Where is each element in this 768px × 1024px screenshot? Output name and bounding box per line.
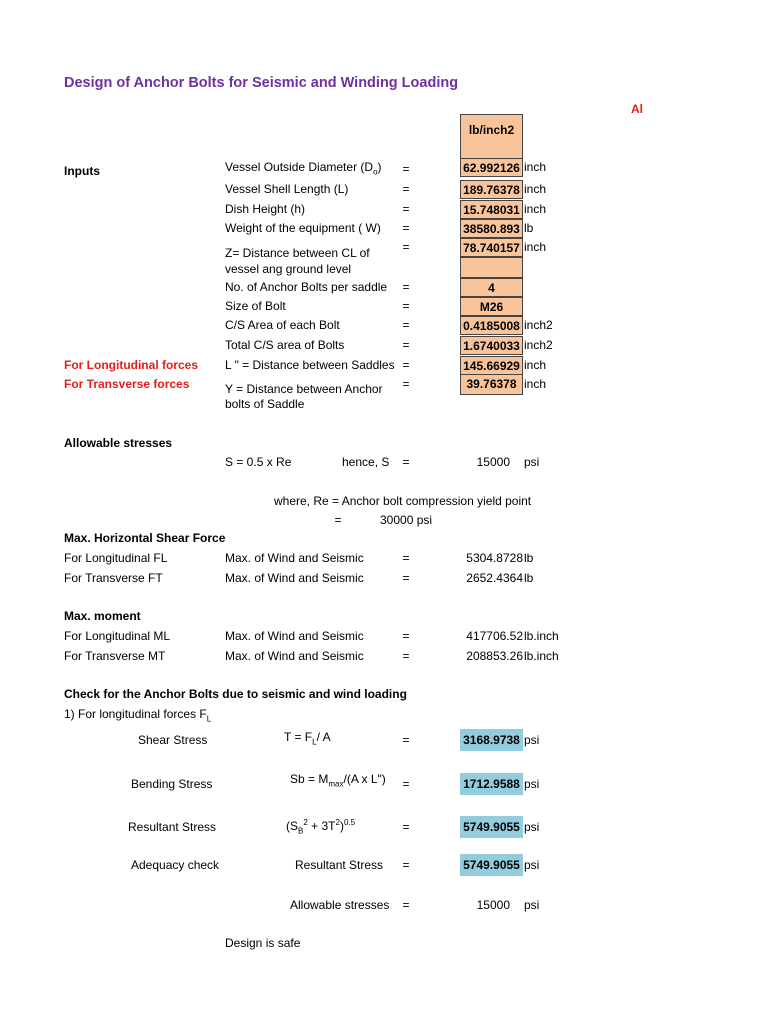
bending-stress-label: Bending Stress xyxy=(131,777,213,791)
shear-fl-value: 5304.8728 xyxy=(466,551,523,565)
adequacy-desc: Resultant Stress xyxy=(295,858,384,872)
allowable-where: where, Re = Anchor bolt compression yield point xyxy=(274,494,532,508)
input-label: Z= Distance between CL of xyxy=(225,246,370,260)
resultant-formula: $(S_B^2 + 3T^2)^{0.5}$ xyxy=(286,818,356,836)
shear-stress-label: Shear Stress xyxy=(138,733,208,747)
resultant-stress-value: 5749.9055 xyxy=(460,816,523,838)
page-title: Design of Anchor Bolts for Seismic and Winding Loading xyxy=(64,75,459,91)
re-value: 30000 psi xyxy=(380,513,433,527)
allowable-value: 15000 xyxy=(476,455,510,469)
input-value[interactable]: 78.740157 xyxy=(460,238,523,257)
input-value[interactable]: M26 xyxy=(460,297,523,316)
input-label: Weight of the equipment ( W) xyxy=(225,221,381,235)
input-label: Vessel Shell Length (L) xyxy=(225,182,349,196)
design-safe-text: Design is safe xyxy=(225,936,301,950)
adequacy-label: Adequacy check xyxy=(131,858,220,872)
input-value[interactable]: 145.66929 xyxy=(460,356,523,375)
adequacy-value: 5749.9055 xyxy=(460,854,523,876)
allowable-formula: S = 0.5 x Re xyxy=(225,455,292,469)
input-value[interactable]: 0.4185008 xyxy=(460,316,523,335)
bending-formula: $Sb = M_{max}/(A$ x L") xyxy=(290,772,386,789)
input-value[interactable]: 39.76378 xyxy=(460,374,523,395)
check-heading: Check for the Anchor Bolts due to seismic and wind loading xyxy=(64,687,407,701)
input-label: L " = Distance between Saddles xyxy=(225,358,395,372)
bending-stress-value: 1712.9588 xyxy=(460,773,523,795)
input-value[interactable]: 189.76378 xyxy=(460,180,523,199)
input-label: Y = Distance between Anchor xyxy=(225,382,383,396)
empty-input-cell[interactable] xyxy=(460,257,523,278)
input-label-line2: vessel ang ground level xyxy=(225,262,352,276)
input-label-line2: bolts of Saddle xyxy=(225,397,305,411)
input-label: Vessel Outside Diameter $(D_o)$ xyxy=(225,160,382,177)
moment-ml-value: 417706.52 xyxy=(466,629,523,643)
input-label: Size of Bolt xyxy=(225,299,286,313)
shear-stress-value: 3168.9738 xyxy=(460,729,523,751)
input-label: Dish Height (h) xyxy=(225,202,306,216)
allowable-hence: hence, S xyxy=(342,455,390,469)
input-label: Total C/S area of Bolts xyxy=(225,338,345,352)
input-label: C/S Area of each Bolt xyxy=(225,318,340,332)
input-label: No. of Anchor Bolts per saddle xyxy=(225,280,388,294)
input-value[interactable]: 4 xyxy=(460,278,523,297)
shear-heading: Max. Horizontal Shear Force xyxy=(64,531,226,545)
input-value[interactable]: 15.748031 xyxy=(460,200,523,219)
allowable-heading: Allowable stresses xyxy=(64,436,173,450)
shear-ft-value: 2652.4364 xyxy=(466,571,523,585)
input-value[interactable]: 1.6740033 xyxy=(460,336,523,355)
transverse-forces-label: For Transverse forces xyxy=(64,377,190,391)
input-value[interactable]: 62.992126 xyxy=(460,158,523,177)
allowable-check-value: 15000 xyxy=(476,898,510,912)
longitudinal-forces-label: For Longitudinal forces xyxy=(64,358,198,372)
corner-label: Al xyxy=(631,102,643,116)
moment-heading: Max. moment xyxy=(64,609,141,623)
resultant-stress-label: Resultant Stress xyxy=(128,820,217,834)
allowable-desc: Allowable stresses xyxy=(290,898,390,912)
shear-formula: $T = F_L/$ A xyxy=(284,730,331,747)
inputs-label: Inputs xyxy=(64,164,100,178)
unit-header: lb/inch2 xyxy=(460,114,523,158)
moment-mt-value: 208853.26 xyxy=(466,649,523,663)
check-subheading: 1) For longitudinal forces $F_L$ xyxy=(64,707,212,724)
input-value[interactable]: 38580.893 xyxy=(460,219,523,238)
